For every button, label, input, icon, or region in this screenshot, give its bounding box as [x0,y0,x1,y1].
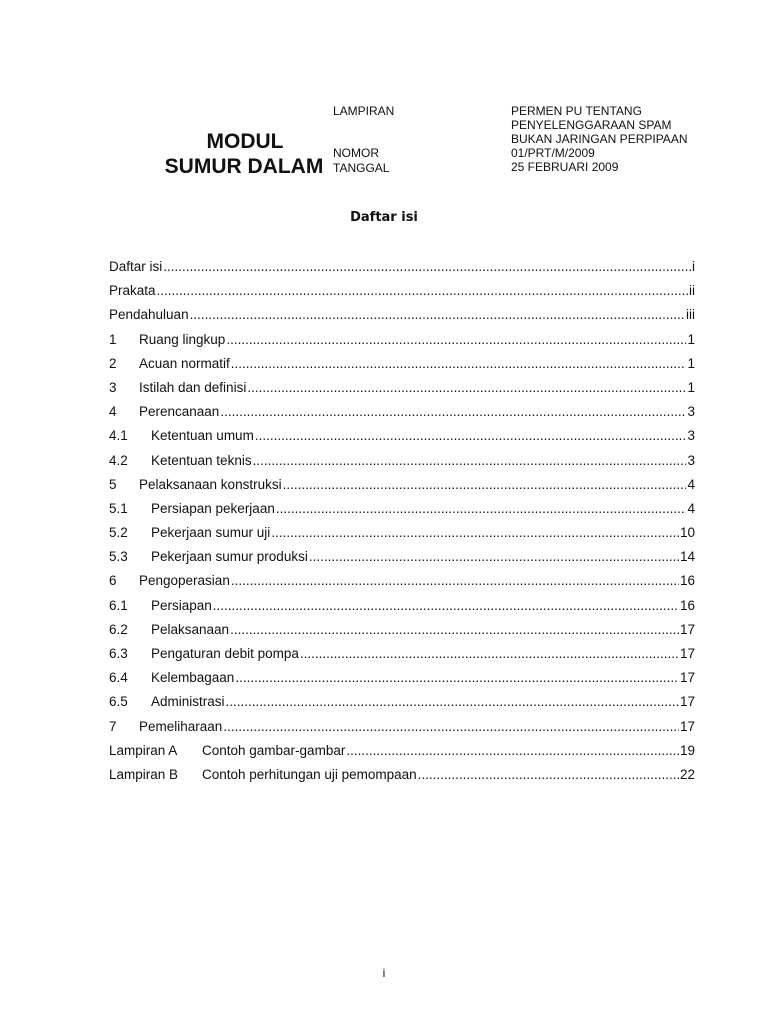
toc-entry-number: 1 [109,331,117,347]
dot-leader [283,477,687,492]
tanggal-label [333,161,389,175]
toc-entry[interactable] [109,477,695,501]
toc-entry-number: 7 [109,718,117,734]
dot-leader [190,307,685,322]
toc-entry-page: 16 [679,573,695,589]
toc-entry-page: 3 [687,404,695,420]
toc-entry[interactable] [109,743,695,767]
header-value: BUKAN JARINGAN PERPIPAAN [511,132,688,146]
header-value: PERMEN PU TENTANG [511,104,642,118]
toc-entry-label: Pengaturan debit pompa [151,646,299,661]
dot-leader [247,380,686,395]
dot-leader [226,332,686,347]
toc-entry-page: 4 [687,476,695,492]
toc-entry-label: Ketentuan umum [151,428,254,444]
toc-entry[interactable] [109,356,695,380]
toc-entry-number: 6.5 [109,694,128,710]
toc-entry-page: 17 [679,694,695,710]
toc-entry[interactable] [109,380,695,404]
toc-entry-label: Kelembagaan [151,670,235,686]
toc-entry-label: Persiapan [151,597,212,613]
toc-entry-page: 17 [679,718,695,734]
toc-entry-number: 6.1 [109,597,128,613]
toc-entry-number: Lampiran A [109,742,178,758]
toc-entry-label: Pendahuluan [109,307,189,323]
toc-entry-label: Ruang lingkup [139,331,226,347]
header-value: 25 FEBRUARI 2009 [511,160,619,174]
toc-entry-number: 5.2 [109,525,128,541]
toc-entry-page: 16 [679,597,695,613]
toc-entry-label: Pelaksanaan konstruksi [139,476,282,492]
toc-entry-label: Istilah dan definisi [139,379,247,395]
toc-entry-page: 22 [679,766,695,782]
dot-leader [276,501,687,516]
lampiran-label-text: LAMPIRAN [333,104,395,118]
toc-entry[interactable] [109,767,695,791]
dot-leader [223,719,679,734]
toc-entry-label: Contoh perhitungan uji pemompaan [202,766,417,782]
toc-entry-number: 6 [109,573,117,589]
header-value: 01/PRT/M/2009 [511,146,595,160]
toc-entry-page: 19 [679,742,695,758]
toc-entry-page: i [692,259,695,274]
toc-entry[interactable] [109,622,695,646]
toc-entry-number: 6.3 [109,646,128,661]
dot-leader [253,453,687,468]
toc-entry[interactable] [109,694,695,718]
dot-leader [230,622,679,637]
dot-leader [309,549,679,564]
toc-entry-label: Contoh gambar-gambar [202,742,346,758]
toc-entry-number: 5 [109,476,117,492]
toc-entry-number: 5.1 [109,500,128,516]
toc-entry-page: 4 [687,500,695,516]
toc-entry-number: 2 [109,355,117,371]
dot-leader [157,283,688,298]
dot-leader [271,525,679,540]
toc-entry-page: iii [686,307,695,323]
lampiran-label [333,104,394,118]
toc-heading: Daftar isi [350,210,418,225]
toc-entry-label: Administrasi [151,694,225,710]
toc-entry[interactable] [109,428,695,452]
toc-entry[interactable] [109,646,695,670]
toc-entry[interactable] [109,283,695,307]
toc-entry-page: 17 [679,670,695,686]
toc-entry-page: 17 [679,646,695,661]
page-number: i [382,966,386,980]
dot-leader [220,404,686,419]
dot-leader [231,573,679,588]
toc-entry-label: Pelaksanaan [151,621,230,637]
toc-entry-label: Pekerjaan sumur uji [151,525,271,541]
toc-entry-number: 3 [109,379,117,395]
nomor-label-text: NOMOR [333,146,379,160]
toc-entry-number: 4 [109,404,117,420]
dot-leader [213,598,679,613]
dot-leader [235,670,679,685]
tanggal-label-text: TANGGAL [333,161,390,175]
header-values [511,104,687,174]
toc-entry-page: 1 [687,355,695,371]
toc-entry[interactable] [109,598,695,622]
dot-leader [163,259,691,274]
toc-entry-label: Pemeliharaan [139,718,223,734]
toc-entry[interactable] [109,453,695,477]
toc-entry-page: 3 [687,428,695,444]
toc-entry[interactable] [109,307,695,331]
toc-entry-label: Pengoperasian [139,573,230,589]
toc-entry-label: Prakata [109,283,156,299]
module-title-line1: MODUL [206,130,284,153]
toc-entry-page: 14 [679,549,695,565]
table-of-contents [109,259,695,791]
toc-entry[interactable] [109,332,695,356]
toc-entry-page: 3 [687,452,695,468]
toc-entry[interactable] [109,573,695,597]
toc-entry-page: ii [689,283,695,299]
toc-entry-number: Lampiran B [109,766,179,782]
toc-entry-number: 4.2 [109,452,128,468]
toc-entry-label: Persiapan pekerjaan [151,500,275,516]
dot-leader [231,356,687,371]
toc-entry[interactable] [109,549,695,573]
dot-leader [346,743,679,758]
toc-entry-number: 6.4 [109,670,128,686]
dot-leader [226,694,679,709]
dot-leader [418,767,679,782]
toc-entry-page: 10 [679,525,695,541]
toc-entry[interactable] [109,719,695,743]
toc-entry-label: Ketentuan teknis [151,452,252,468]
header-value: PENYELENGGARAAN SPAM [511,118,672,132]
toc-entry[interactable] [109,259,695,283]
toc-entry-number: 6.2 [109,621,128,637]
toc-entry[interactable] [109,525,695,549]
toc-entry[interactable] [109,501,695,525]
toc-entry-page: 1 [687,331,695,347]
toc-entry-label: Daftar isi [109,259,163,274]
toc-entry[interactable] [109,670,695,694]
toc-entry-label: Pekerjaan sumur produksi [151,549,308,565]
module-title-line2: SUMUR DALAM [164,155,324,178]
toc-entry-label: Perencanaan [139,404,220,420]
dot-leader [300,646,679,661]
toc-entry-page: 1 [687,379,695,395]
toc-entry-label: Acuan normatif [139,355,230,371]
nomor-label [333,146,379,160]
toc-entry[interactable] [109,404,695,428]
toc-entry-number: 5.3 [109,549,128,565]
toc-entry-page: 17 [679,621,695,637]
toc-entry-number: 4.1 [109,428,128,444]
dot-leader [255,428,687,443]
